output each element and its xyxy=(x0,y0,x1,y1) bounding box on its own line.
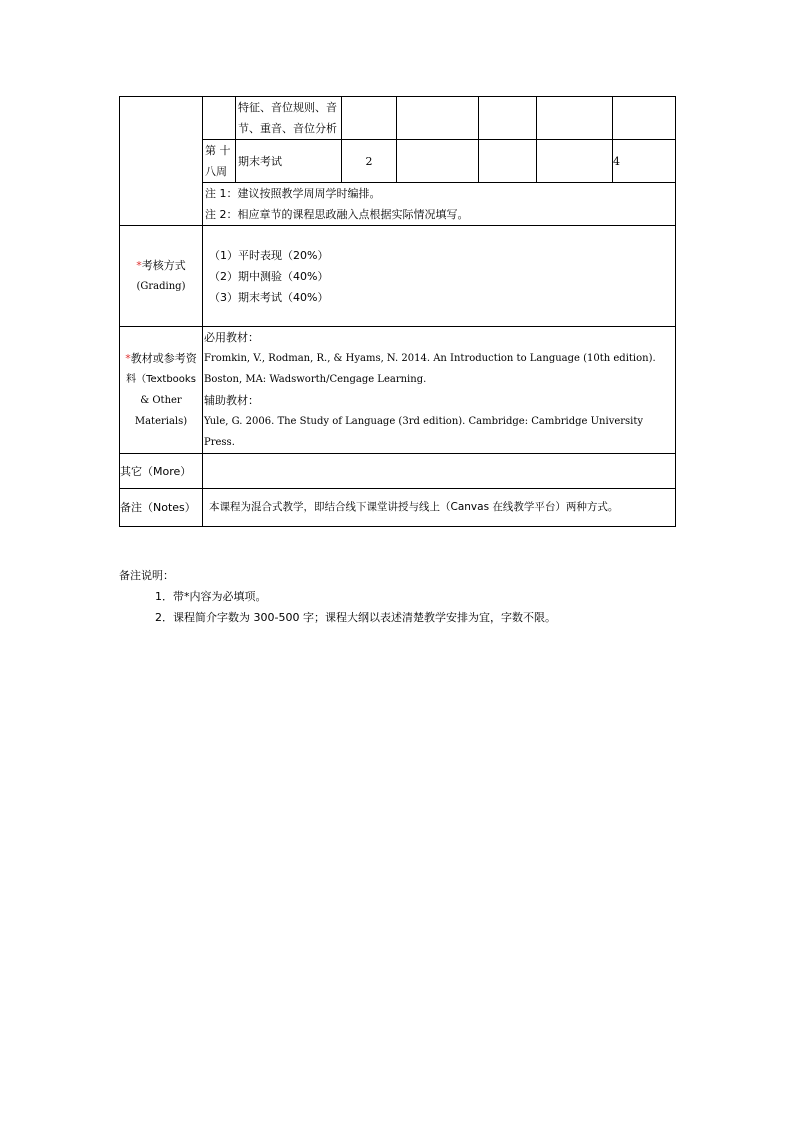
week-cell xyxy=(203,140,236,183)
empty-cell xyxy=(397,97,479,140)
footnotes xyxy=(119,565,556,628)
topic-line-2: 节、重音、音位分析 xyxy=(238,122,337,135)
hours-cell xyxy=(342,97,397,140)
more-content-cell xyxy=(203,454,676,489)
required-textbook-title: 必用教材： xyxy=(204,331,259,344)
textbooks-label-cell xyxy=(120,327,203,454)
empty-cell xyxy=(479,97,537,140)
empty-cell xyxy=(397,140,479,183)
auxiliary-textbook-line-1: Yule, G. 2006. The Study of Language (3rd edition). Cambridge: Cambridge University Press. xyxy=(204,416,644,448)
schedule-row-topics xyxy=(120,97,676,140)
textbooks-label-line-3: & Other xyxy=(140,395,182,406)
empty-cell xyxy=(479,140,537,183)
remarks-row xyxy=(120,489,676,527)
schedule-notes-row xyxy=(120,183,676,226)
textbooks-label-line-2: 料（Textbooks xyxy=(126,374,196,385)
schedule-row-final xyxy=(120,140,676,183)
topic-cell: 期末考试 xyxy=(236,140,342,183)
textbooks-label-line-4: Materials) xyxy=(134,416,188,427)
footnote-item: 2．课程简介字数为 300-500 字；课程大纲以表述清楚教学安排为宜，字数不限。 xyxy=(155,611,556,624)
textbooks-label-line-1: 教材或参考资 xyxy=(130,352,197,365)
required-star: * xyxy=(125,352,131,365)
extra-cell: 4 xyxy=(613,140,676,183)
grading-label-cell xyxy=(120,226,203,327)
topic-cell xyxy=(236,97,342,140)
grading-label-en: (Grading) xyxy=(136,281,186,292)
empty-cell xyxy=(537,97,613,140)
remarks-content-cell: 本课程为混合式教学，即结合线下课堂讲授与线上（Canvas 在线教学平台）两种方式。 xyxy=(203,489,676,527)
schedule-note-1: 注 1：建议按照教学周周学时编排。 xyxy=(205,187,381,200)
grading-content-cell xyxy=(203,226,676,327)
more-row xyxy=(120,454,676,489)
grading-item: （3）期末考试（40%） xyxy=(209,290,329,304)
schedule-label-cell xyxy=(120,97,203,226)
required-textbook-line-2: Boston, MA: Wadsworth/Cengage Learning. xyxy=(204,374,427,385)
schedule-note-2: 注 2：相应章节的课程思政融入点根据实际情况填写。 xyxy=(205,208,469,221)
syllabus-table xyxy=(119,96,676,527)
week-label-line-1: 第 十 xyxy=(205,144,231,157)
empty-cell xyxy=(537,140,613,183)
empty-cell xyxy=(613,97,676,140)
required-star: * xyxy=(136,259,142,272)
schedule-notes-cell xyxy=(203,183,676,226)
footnote-item: 1．带*内容为必填项。 xyxy=(155,590,267,603)
hours-cell: 2 xyxy=(342,140,397,183)
grading-item: （1）平时表现（20%） xyxy=(209,248,329,262)
week-cell xyxy=(203,97,236,140)
more-label-cell: 其它（More） xyxy=(120,454,203,489)
required-textbook-line-1: Fromkin, V., Rodman, R., & Hyams, N. 2014. An Introduction to Language (10th edition). xyxy=(204,353,656,364)
grading-item: （2）期中测验（40%） xyxy=(209,269,329,283)
auxiliary-textbook-title: 辅助教材： xyxy=(204,394,259,407)
footnotes-title: 备注说明： xyxy=(119,569,174,582)
grading-label: 考核方式 xyxy=(141,259,186,272)
textbooks-content-cell xyxy=(203,327,676,454)
textbooks-row xyxy=(120,327,676,454)
remarks-label-cell: 备注（Notes） xyxy=(120,489,203,527)
week-label-line-2: 八周 xyxy=(205,165,227,178)
topic-line-1: 特征、音位规则、音 xyxy=(238,101,337,114)
grading-row xyxy=(120,226,676,327)
